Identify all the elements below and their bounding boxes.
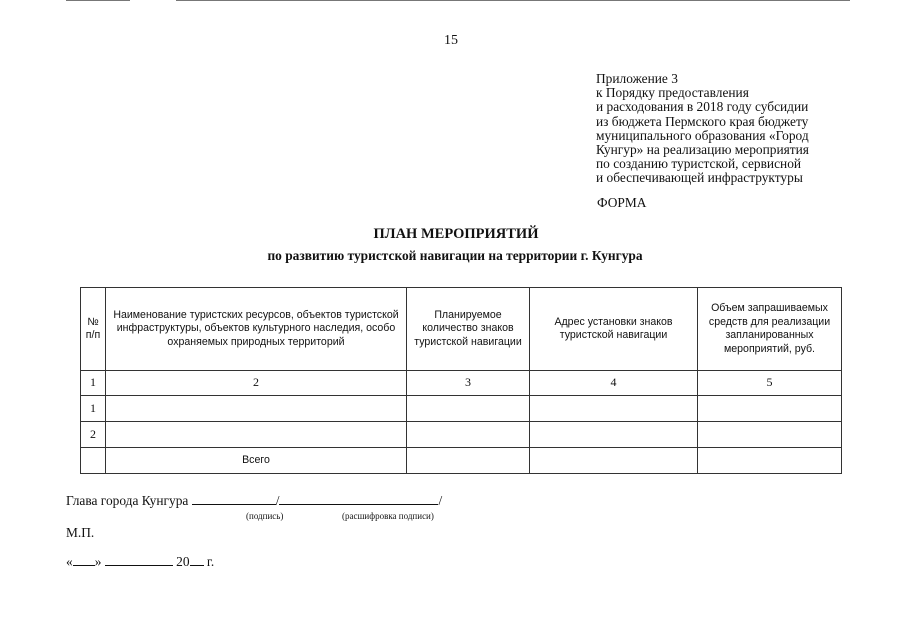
signature-caption: (подпись) xyxy=(246,511,284,521)
table-cell xyxy=(407,396,530,422)
table-cell xyxy=(106,422,407,448)
table-cell xyxy=(407,422,530,448)
appendix-line: к Порядку предоставления xyxy=(596,85,749,101)
document-subtitle: по развитию туристской навигации на территории г. Кунгура xyxy=(267,248,643,263)
decoding-caption: (расшифровка подписи) xyxy=(342,511,434,521)
table-cell xyxy=(106,396,407,422)
signature-separator-end: / xyxy=(438,493,443,508)
date-day-blank xyxy=(73,553,95,566)
table-cell xyxy=(698,448,842,474)
date-year-prefix: 20 xyxy=(176,554,190,569)
document-title-block xyxy=(0,226,905,264)
signature-decoding-blank xyxy=(279,492,438,505)
signature-label: Глава города Кунгура xyxy=(66,493,189,508)
date-open-quote: « xyxy=(66,554,73,569)
appendix-line: Приложение 3 xyxy=(596,71,678,86)
column-number: 1 xyxy=(81,371,106,396)
header-requested-funds: Объем запрашиваемых средств для реализации запланированных мероприятий, руб. xyxy=(698,288,842,371)
table-cell xyxy=(81,448,106,474)
column-number: 2 xyxy=(106,371,407,396)
date-line xyxy=(66,553,214,570)
appendix-note xyxy=(596,72,809,186)
top-rule-right xyxy=(176,0,850,1)
appendix-line: Кунгур» на реализацию мероприятия xyxy=(596,142,809,158)
table-cell xyxy=(407,448,530,474)
table-row xyxy=(81,422,842,448)
appendix-line: муниципального образования «Город xyxy=(596,127,809,143)
signature-blank xyxy=(192,492,276,505)
table-header-row xyxy=(81,288,842,371)
table-cell xyxy=(530,448,698,474)
column-number: 5 xyxy=(698,371,842,396)
page-number: 15 xyxy=(444,33,458,48)
table-cell xyxy=(530,396,698,422)
date-year-suffix: г. xyxy=(206,554,215,569)
appendix-line: и обеспечивающей инфраструктуры xyxy=(596,170,803,186)
signature-line xyxy=(66,492,442,509)
column-number: 3 xyxy=(407,371,530,396)
table-row xyxy=(81,396,842,422)
column-number: 4 xyxy=(530,371,698,396)
table-cell: 1 xyxy=(81,396,106,422)
header-address: Адрес установки знаков туристской навигации xyxy=(530,288,698,371)
plan-table xyxy=(80,287,842,474)
table-cell xyxy=(698,422,842,448)
table-cell xyxy=(698,396,842,422)
table-column-numbers-row xyxy=(81,371,842,396)
table-cell xyxy=(530,422,698,448)
header-number: № п/п xyxy=(81,288,106,371)
appendix-line: из бюджета Пермского края бюджету xyxy=(596,113,809,129)
appendix-line: по созданию туристской, сервисной xyxy=(596,156,802,172)
stamp-place-label: М.П. xyxy=(66,525,95,540)
total-label: Всего xyxy=(106,448,407,474)
table-total-row xyxy=(81,448,842,474)
date-year-blank xyxy=(190,553,204,566)
date-close-quote: » xyxy=(94,554,102,569)
header-sign-count: Планируемое количество знаков туристской навигации xyxy=(407,288,530,371)
signature-separator: / xyxy=(275,493,280,508)
document-title: ПЛАН МЕРОПРИЯТИЙ xyxy=(373,226,539,242)
form-label: ФОРМА xyxy=(597,195,647,210)
date-month-blank xyxy=(105,553,173,566)
header-resource-name: Наименование туристских ресурсов, объектов туристской инфраструктуры, объектов культурного наследия, особо охраняемых природных территорий xyxy=(106,288,407,371)
appendix-line: и расходования в 2018 году субсидии xyxy=(596,99,809,115)
top-rule-left xyxy=(66,0,130,1)
table-cell: 2 xyxy=(81,422,106,448)
